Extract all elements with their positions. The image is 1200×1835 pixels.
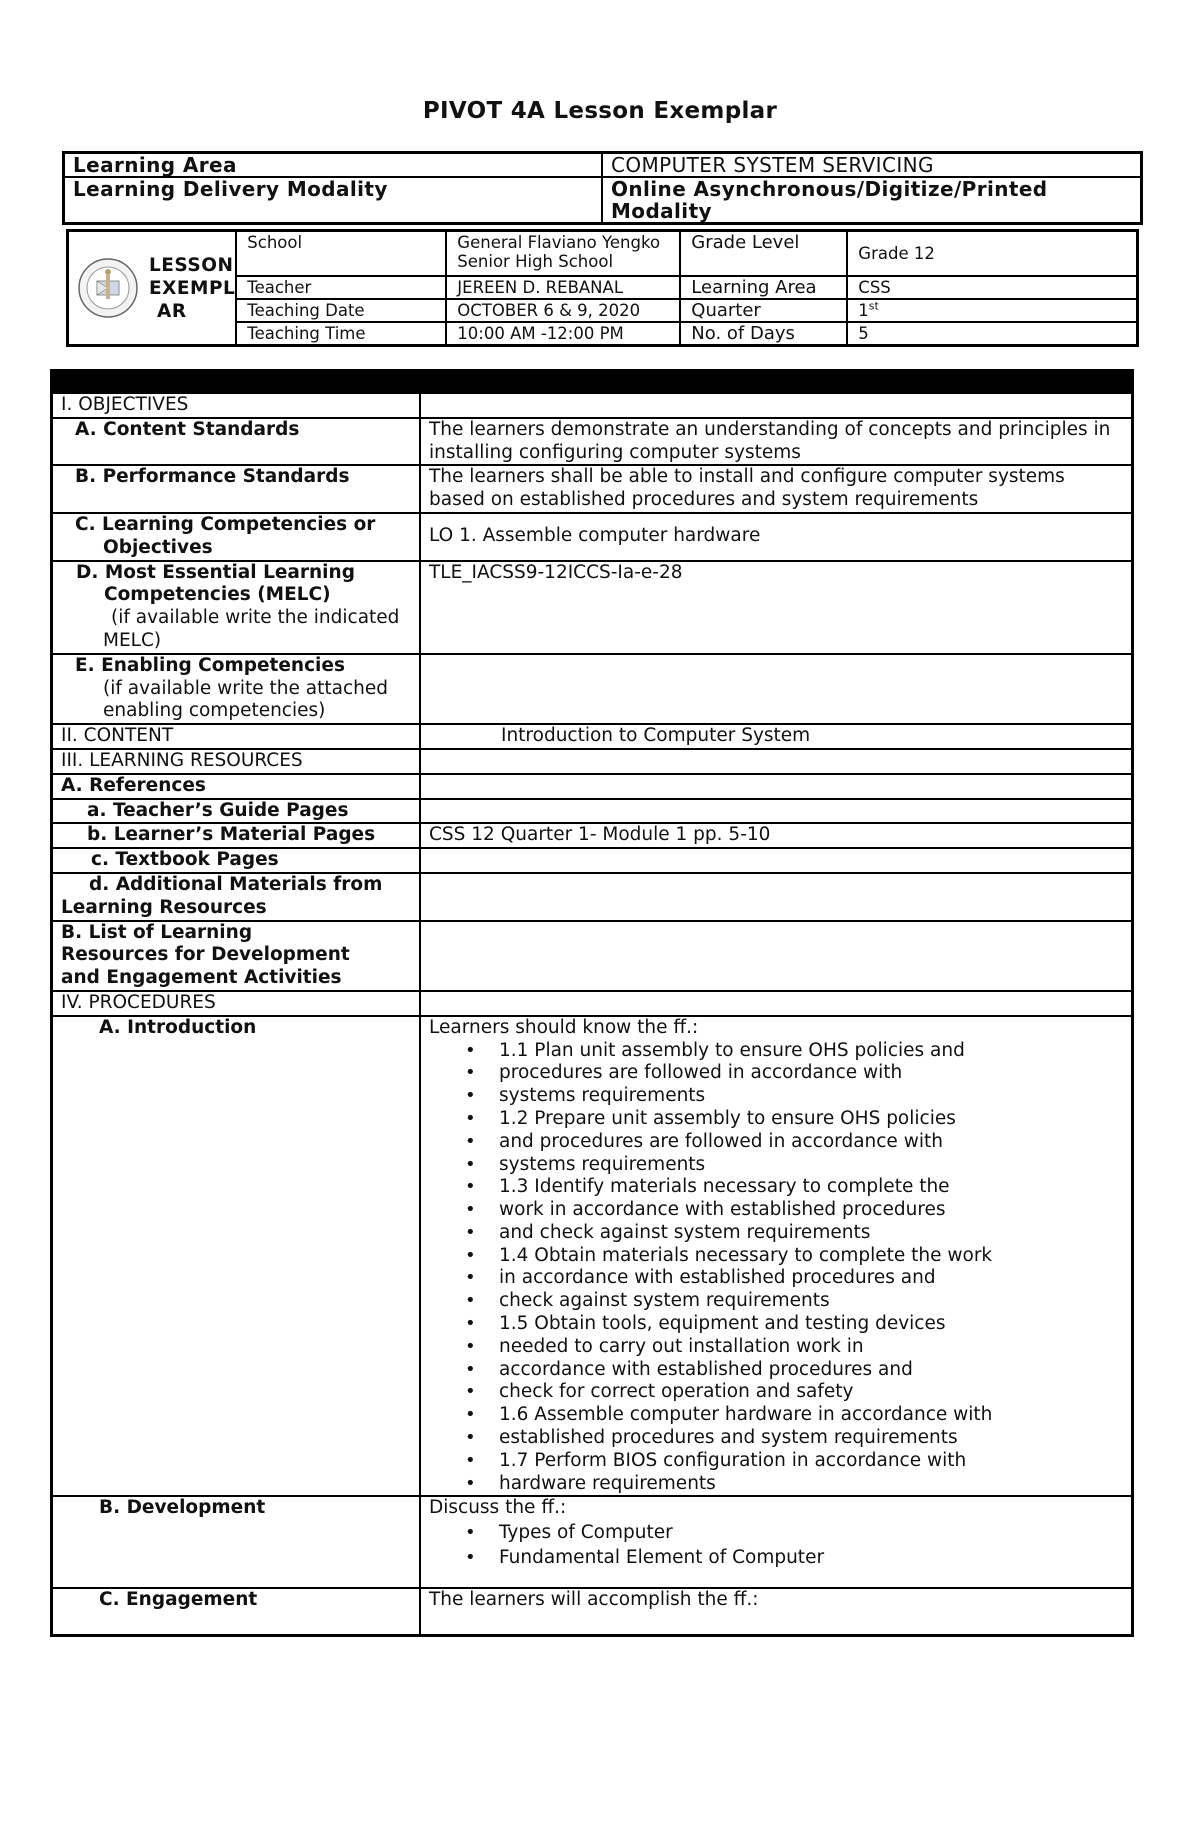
- introduction-list-item: • and check against system requirements: [499, 1222, 1123, 1245]
- development-lead: Discuss the ff.:: [429, 1497, 567, 1519]
- engagement-value: The learners will accomplish the ff.:: [420, 1588, 1133, 1635]
- objectives-heading: I. OBJECTIVES: [52, 393, 421, 418]
- header-bar-cell-1: [52, 371, 421, 394]
- performance-standards-value: The learners shall be able to install and configure computer systems based on established procedures and system requirements: [420, 465, 1133, 513]
- development-list: [429, 1520, 1123, 1570]
- textbook-label: c. Textbook Pages: [52, 848, 421, 873]
- introduction-list-item: • and procedures are followed in accordance with: [499, 1131, 1123, 1154]
- development-list-item: • Types of Computer: [499, 1520, 1123, 1545]
- learners-material-label: b. Learner’s Material Pages: [52, 823, 421, 848]
- introduction-list-item: • needed to carry out installation work in: [499, 1336, 1123, 1359]
- lesson-plan-table: [50, 369, 1134, 1637]
- logo-text-line-1: LESSON: [149, 254, 234, 276]
- logo-cell: [68, 231, 237, 346]
- list-resources-label: B. List of Learning Resources for Development and Engagement Activities: [61, 921, 350, 989]
- competencies-label: C. Learning Competencies or Objectives: [75, 513, 376, 558]
- additional-cell: [52, 873, 421, 921]
- list-resources-value: [420, 921, 1133, 991]
- introduction-list-item: • work in accordance with established procedures: [499, 1199, 1123, 1222]
- teachers-guide-value: [420, 799, 1133, 824]
- development-list-item: • Fundamental Element of Computer: [499, 1545, 1123, 1570]
- development-cell: [420, 1496, 1133, 1588]
- enabling-cell: [52, 654, 421, 724]
- introduction-list-item: • systems requirements: [499, 1154, 1123, 1177]
- enabling-note: (if available write the attached enabling competencies): [103, 677, 388, 722]
- teaching-date-value: OCTOBER 6 & 9, 2020: [446, 299, 680, 322]
- learners-material-value: CSS 12 Quarter 1- Module 1 pp. 5-10: [420, 823, 1133, 848]
- melc-note: (if available write the indicated MELC): [103, 607, 400, 651]
- grade-level-label: Grade Level: [680, 231, 847, 276]
- introduction-list-item: • in accordance with established procedures and: [499, 1267, 1123, 1290]
- days-value: 5: [847, 322, 1137, 346]
- days-label: No. of Days: [680, 322, 847, 346]
- introduction-lead: Learners should know the ff.:: [429, 1016, 699, 1038]
- introduction-list: [429, 1040, 1123, 1496]
- teaching-date-label: Teaching Date: [236, 299, 446, 322]
- competencies-cell: [52, 513, 421, 561]
- introduction-list-item: • systems requirements: [499, 1085, 1123, 1108]
- content-standards-value: The learners demonstrate an understanding of concepts and principles in installing configuring computer systems: [420, 418, 1133, 466]
- quarter-value: [847, 299, 1137, 322]
- procedures-heading: IV. PROCEDURES: [52, 991, 421, 1016]
- teachers-guide-label: a. Teacher’s Guide Pages: [52, 799, 421, 824]
- performance-standards-label: B. Performance Standards: [52, 465, 421, 513]
- enabling-value: [420, 654, 1133, 724]
- teacher-value: JEREEN D. REBANAL: [446, 276, 680, 299]
- introduction-list-item: • procedures are followed in accordance with: [499, 1062, 1123, 1085]
- melc-cell: [52, 561, 421, 654]
- table-header-bar: [52, 371, 1133, 394]
- engagement-label: C. Engagement: [52, 1588, 421, 1635]
- list-resources-cell: [52, 921, 421, 991]
- introduction-cell: [420, 1016, 1133, 1497]
- header-bar-cell-2: [420, 371, 1133, 394]
- melc-label: D. Most Essential Learning Competencies (MELC): [76, 561, 355, 606]
- textbook-value: [420, 848, 1133, 873]
- info-learning-area-value: CSS: [847, 276, 1137, 299]
- introduction-list-item: • 1.7 Perform BIOS configuration in accordance with: [499, 1450, 1123, 1473]
- modality-value: Online Asynchronous/Digitize/Printed Modality: [602, 177, 1142, 224]
- introduction-list-item: • accordance with established procedures and: [499, 1359, 1123, 1382]
- learning-area-value: COMPUTER SYSTEM SERVICING: [602, 153, 1142, 178]
- introduction-list-item: • 1.1 Plan unit assembly to ensure OHS policies and: [499, 1040, 1123, 1063]
- content-heading: II. CONTENT: [52, 724, 421, 749]
- learning-area-header-table: [62, 151, 1143, 225]
- lesson-info-table: [66, 229, 1139, 347]
- introduction-list-item: • 1.3 Identify materials necessary to complete the: [499, 1176, 1123, 1199]
- teaching-time-label: Teaching Time: [236, 322, 446, 346]
- modality-label: Learning Delivery Modality: [64, 177, 603, 224]
- melc-value: TLE_IACSS9-12ICCS-Ia-e-28: [420, 561, 1133, 654]
- additional-label: d. Additional Materials from Learning Resources: [61, 873, 383, 918]
- quarter-label: Quarter: [680, 299, 847, 322]
- learning-area-label: Learning Area: [64, 153, 603, 178]
- school-label: School: [236, 231, 446, 276]
- resources-blank: [420, 749, 1133, 774]
- references-value: [420, 774, 1133, 799]
- procedures-blank: [420, 991, 1133, 1016]
- objectives-blank: [420, 393, 1133, 418]
- info-learning-area-label: Learning Area: [680, 276, 847, 299]
- grade-level-value: Grade 12: [847, 231, 1137, 276]
- additional-value: [420, 873, 1133, 921]
- competencies-value: LO 1. Assemble computer hardware: [420, 513, 1133, 561]
- quarter-suffix: st: [868, 299, 879, 313]
- teaching-time-value: 10:00 AM -12:00 PM: [446, 322, 680, 346]
- introduction-list-item: • 1.4 Obtain materials necessary to complete the work: [499, 1245, 1123, 1268]
- page-title: PIVOT 4A Lesson Exemplar: [422, 98, 778, 124]
- quarter-number: 1: [858, 300, 869, 320]
- introduction-list-item: • 1.6 Assemble computer hardware in accordance with: [499, 1404, 1123, 1427]
- teacher-label: Teacher: [236, 276, 446, 299]
- introduction-list-item: • 1.2 Prepare unit assembly to ensure OHS policies: [499, 1108, 1123, 1131]
- introduction-list-item: • check for correct operation and safety: [499, 1381, 1123, 1404]
- introduction-list-item: • 1.5 Obtain tools, equipment and testing devices: [499, 1313, 1123, 1336]
- content-value: Introduction to Computer System: [420, 724, 1133, 749]
- resources-heading: III. LEARNING RESOURCES: [52, 749, 421, 774]
- enabling-label: E. Enabling Competencies: [75, 654, 345, 676]
- logo-text-line-2: EXEMPL: [149, 277, 236, 299]
- introduction-list-item: • check against system requirements: [499, 1290, 1123, 1313]
- introduction-list-item: • hardware requirements: [499, 1473, 1123, 1496]
- logo-text-line-3: AR: [157, 300, 187, 322]
- introduction-label: A. Introduction: [52, 1016, 421, 1497]
- content-standards-label: A. Content Standards: [52, 418, 421, 466]
- references-label: A. References: [52, 774, 421, 799]
- school-value: General Flaviano Yengko Senior High School: [446, 231, 680, 276]
- deped-seal-icon: [77, 257, 139, 319]
- development-label: B. Development: [52, 1496, 421, 1588]
- introduction-list-item: • established procedures and system requirements: [499, 1427, 1123, 1450]
